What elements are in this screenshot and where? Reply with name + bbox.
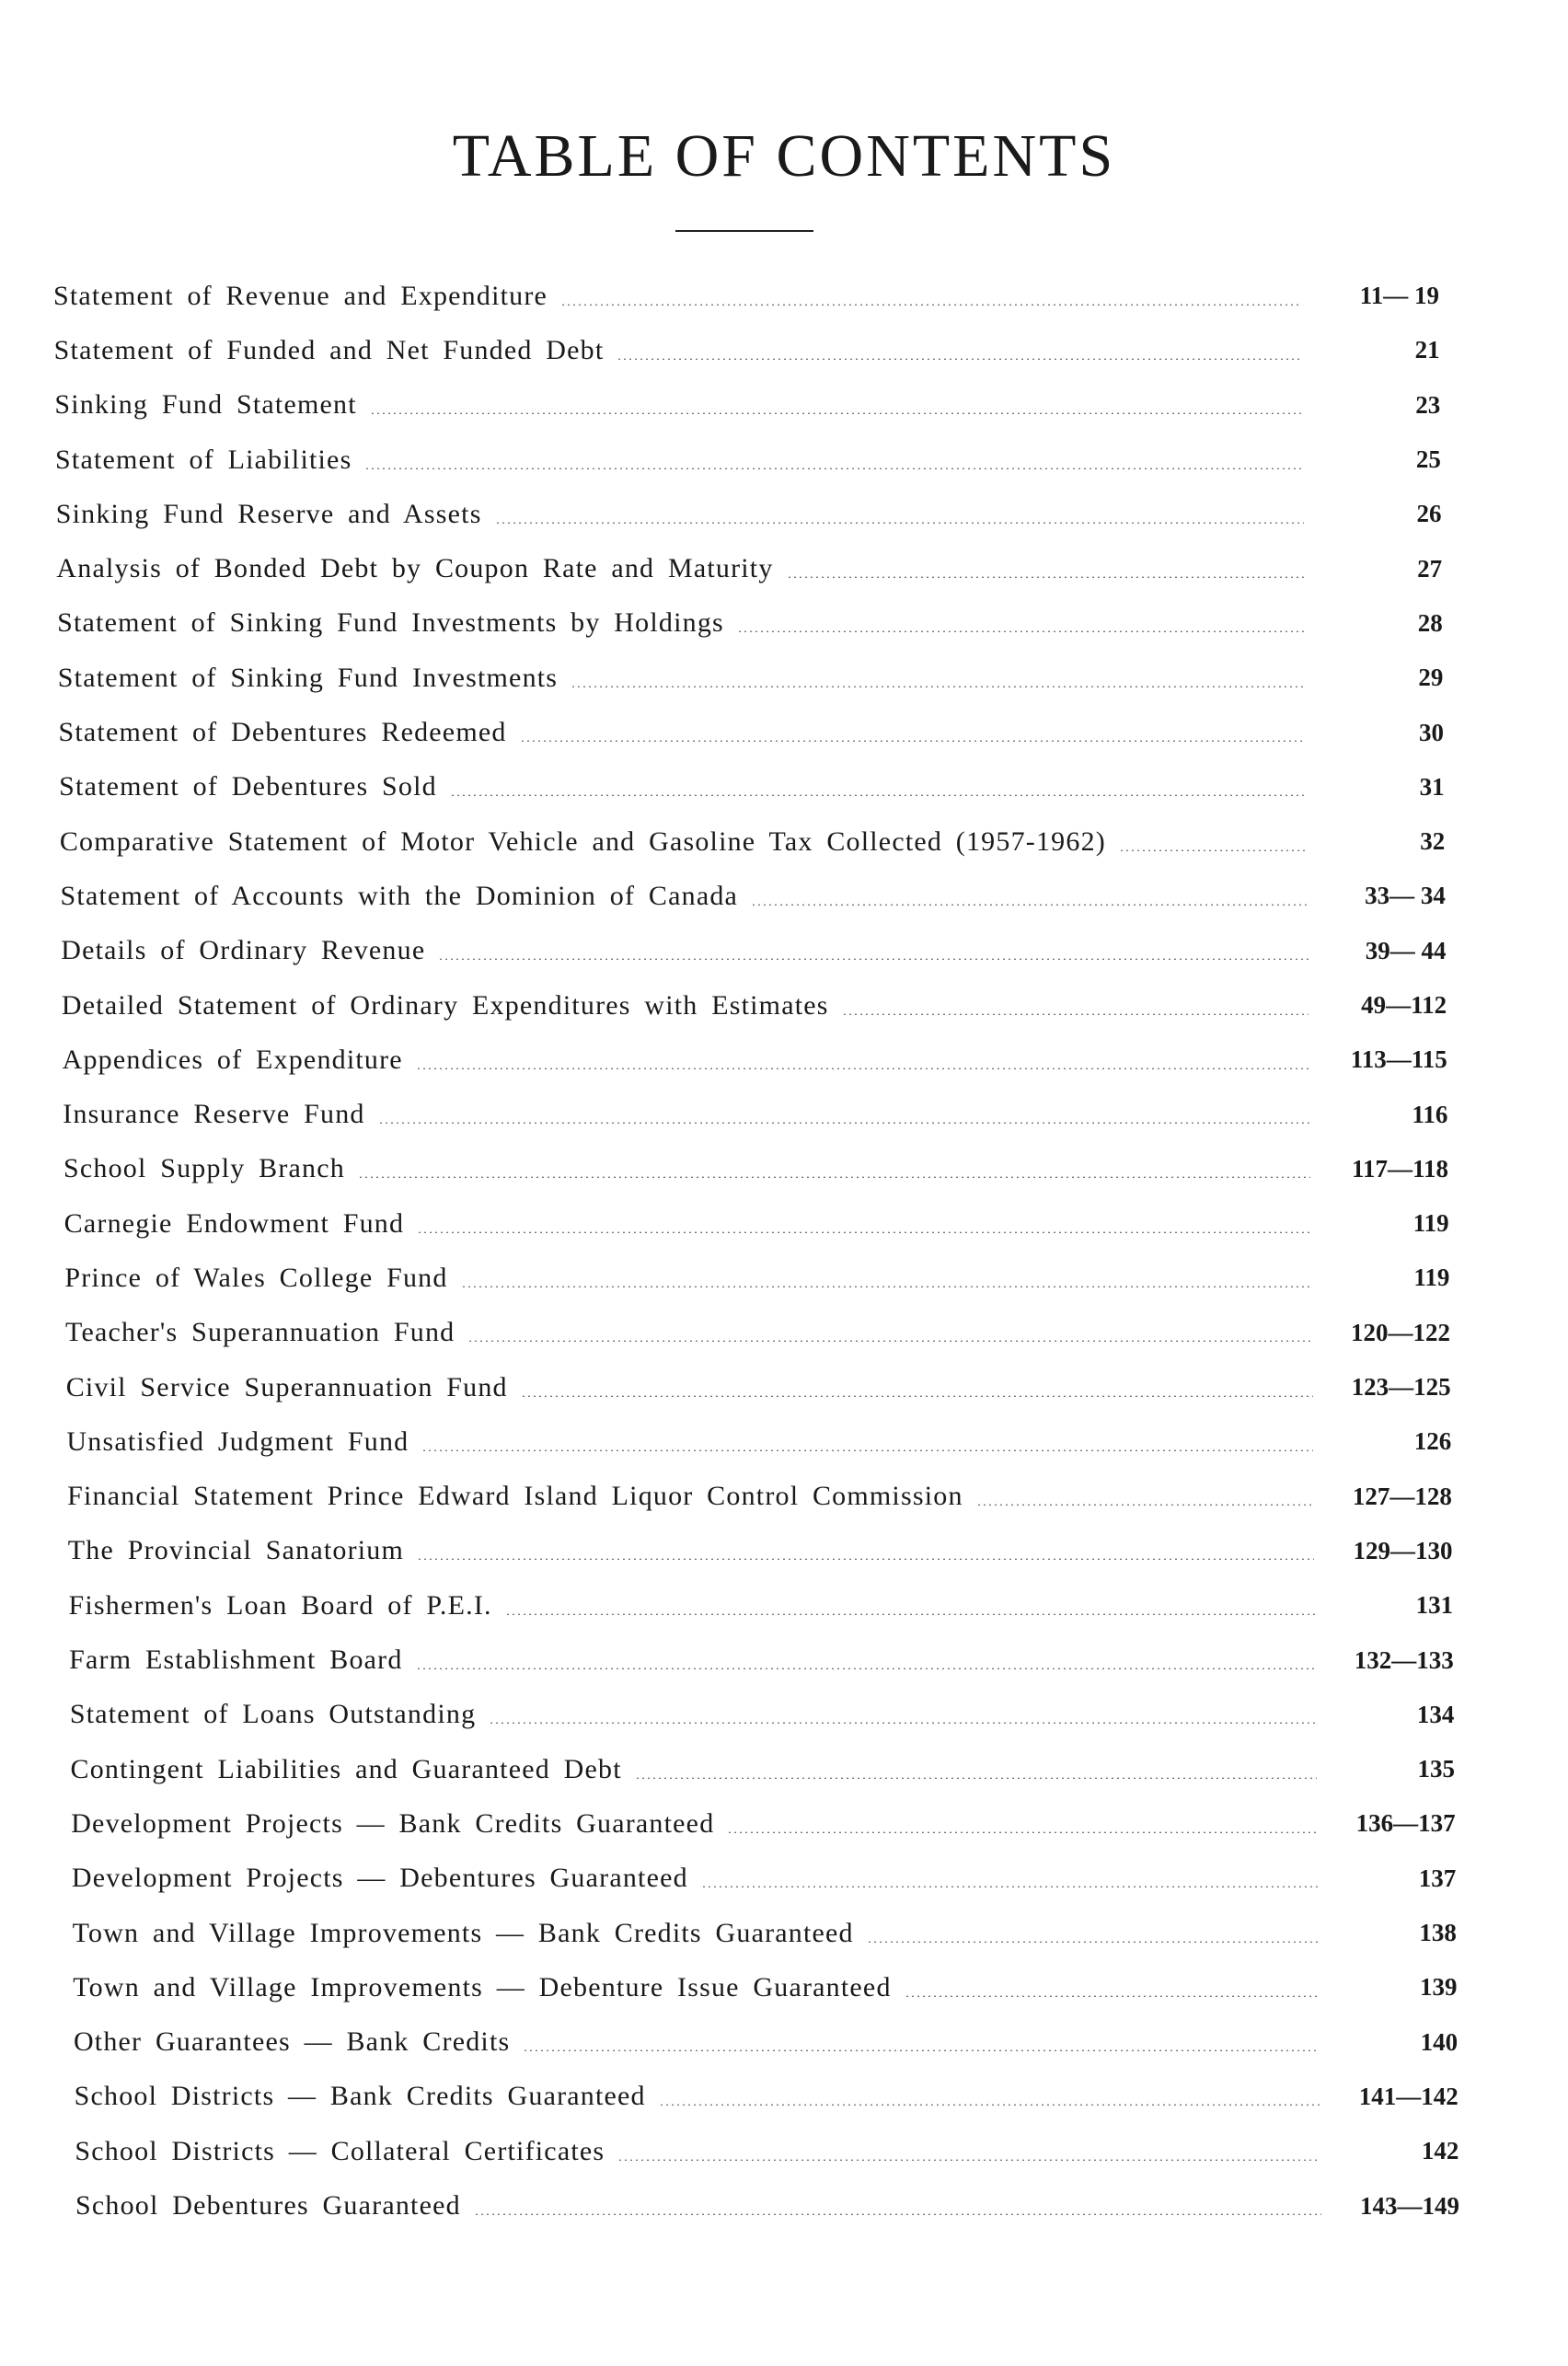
- toc-entry-page-number: 137: [1418, 1864, 1457, 1892]
- toc-entry-page-number: 123—125: [1351, 1373, 1451, 1402]
- toc-entry-title: Development Projects — Debentures Guaranteed: [71, 1863, 688, 1894]
- toc-entry-title: Statement of Sinking Fund Investments: [57, 662, 559, 693]
- toc-entry-title: Unsatisfied Judgment Fund: [66, 1425, 409, 1457]
- toc-entry-page-number: 49—112: [1361, 991, 1447, 1019]
- toc-entry-page-number: 129—130: [1353, 1536, 1453, 1564]
- toc-entry: [0, 487, 1568, 541]
- toc-entry: [0, 814, 1568, 869]
- toc-entry: [0, 541, 1568, 595]
- toc-entry-page-number: 120—122: [1350, 1318, 1450, 1346]
- toc-entry-title: School Debentures Guaranteed: [75, 2190, 461, 2222]
- toc-entry: [0, 1796, 1568, 1851]
- dot-leader: [571, 686, 1305, 687]
- dot-leader: [417, 1231, 1310, 1233]
- toc-entry-title: Analysis of Bonded Debt by Coupon Rate and Maturity: [56, 553, 774, 584]
- dot-leader: [520, 740, 1306, 742]
- toc-entry-page-number: 136—137: [1355, 1809, 1456, 1838]
- dot-leader: [474, 2213, 1321, 2215]
- toc-entry: [0, 1251, 1568, 1305]
- dot-leader: [787, 576, 1305, 578]
- toc-entry-page-number: 29: [1418, 664, 1444, 692]
- toc-entry-page-number: 126: [1413, 1427, 1452, 1456]
- toc-entry: [0, 1578, 1568, 1633]
- toc-entry: [0, 1360, 1568, 1414]
- toc-entry-page-number: 32: [1420, 827, 1446, 856]
- toc-entry-page-number: 31: [1419, 772, 1445, 801]
- dot-leader: [495, 522, 1304, 524]
- dot-leader: [521, 1395, 1313, 1397]
- toc-entry: [0, 1087, 1568, 1141]
- toc-entry: [0, 2124, 1568, 2178]
- dot-leader: [617, 358, 1301, 360]
- toc-entry-title: School Supply Branch: [63, 1153, 345, 1184]
- toc-entry: [0, 924, 1568, 978]
- toc-entry: [0, 1470, 1568, 1524]
- dot-leader: [659, 2104, 1320, 2106]
- toc-entry-page-number: 21: [1414, 336, 1440, 364]
- dot-leader: [867, 1941, 1319, 1943]
- toc-entry: [0, 1906, 1568, 1960]
- title-underline: [675, 230, 813, 232]
- toc-entry-page-number: 140: [1420, 2027, 1458, 2056]
- table-of-contents-list: [0, 269, 1568, 2233]
- dot-leader: [905, 1995, 1320, 1997]
- toc-entry: [0, 1306, 1568, 1360]
- toc-entry-title: Fishermen's Loan Board of P.E.I.: [68, 1589, 492, 1621]
- toc-entry-title: Prince of Wales College Fund: [64, 1262, 448, 1293]
- toc-entry-title: Statement of Funded and Net Funded Debt: [53, 334, 605, 365]
- toc-entry-title: Statement of Loans Outstanding: [69, 1699, 477, 1730]
- toc-entry: [0, 978, 1568, 1033]
- toc-entry: [0, 1033, 1568, 1087]
- dot-leader: [378, 1122, 1310, 1124]
- toc-entry-page-number: 116: [1412, 1100, 1448, 1128]
- dot-leader: [635, 1777, 1317, 1779]
- dot-leader: [737, 630, 1305, 632]
- toc-entry-page-number: 131: [1415, 1591, 1454, 1620]
- dot-leader: [751, 904, 1308, 906]
- dot-leader: [438, 958, 1308, 960]
- dot-leader: [450, 794, 1307, 796]
- toc-entry-page-number: 33— 34: [1365, 882, 1446, 910]
- toc-entry-title: Insurance Reserve Fund: [63, 1099, 365, 1130]
- toc-entry: [0, 651, 1568, 705]
- page-title: TABLE OF CONTENTS: [452, 122, 1116, 190]
- toc-entry-title: Detailed Statement of Ordinary Expenditures with Estimates: [61, 989, 829, 1021]
- toc-entry-page-number: 132—133: [1354, 1645, 1454, 1674]
- toc-entry-page-number: 113—115: [1350, 1045, 1447, 1074]
- toc-entry: [0, 1196, 1568, 1251]
- toc-entry-page-number: 28: [1417, 608, 1443, 637]
- dot-leader: [523, 2049, 1320, 2051]
- toc-entry-title: Teacher's Superannuation Fund: [65, 1317, 455, 1348]
- toc-entry: [0, 705, 1568, 759]
- toc-entry: [0, 1960, 1568, 2014]
- toc-entry: [0, 760, 1568, 814]
- toc-entry-title: Carnegie Endowment Fund: [63, 1207, 405, 1239]
- toc-entry: [0, 1142, 1568, 1196]
- toc-entry-page-number: 39— 44: [1365, 936, 1447, 964]
- toc-entry: [0, 2178, 1568, 2233]
- dot-leader: [701, 1886, 1318, 1887]
- toc-entry-title: School Districts — Collateral Certificates: [75, 2135, 605, 2166]
- toc-entry: [0, 2015, 1568, 2070]
- dot-leader: [727, 1831, 1317, 1833]
- toc-entry-title: Statement of Accounts with the Dominion of Canada: [60, 880, 739, 911]
- toc-entry-title: The Provincial Sanatorium: [67, 1535, 405, 1566]
- toc-entry-title: Appendices of Expenditure: [62, 1044, 403, 1075]
- toc-entry-page-number: 142: [1421, 2137, 1459, 2165]
- toc-entry: [0, 1524, 1568, 1578]
- dot-leader: [1119, 849, 1307, 851]
- toc-entry-title: Statement of Debentures Redeemed: [58, 717, 507, 748]
- toc-entry-page-number: 27: [1417, 554, 1443, 583]
- toc-entry-title: Development Projects — Bank Credits Guaranteed: [71, 1807, 715, 1839]
- toc-entry-title: Farm Establishment Board: [69, 1645, 403, 1676]
- toc-entry: [0, 2070, 1568, 2124]
- toc-entry-title: Statement of Sinking Fund Investments by Holdings: [57, 607, 724, 639]
- dot-leader: [416, 1068, 1309, 1069]
- dot-leader: [505, 1613, 1315, 1615]
- dot-leader: [421, 1449, 1313, 1451]
- toc-entry-title: Other Guarantees — Bank Credits: [73, 2026, 511, 2058]
- toc-entry: [0, 1742, 1568, 1796]
- toc-entry-page-number: 143—149: [1360, 2191, 1459, 2220]
- dot-leader: [467, 1340, 1312, 1342]
- toc-entry-title: Financial Statement Prince Edward Island Liquor Control Commission: [67, 1481, 963, 1512]
- toc-entry-page-number: 23: [1415, 390, 1441, 419]
- toc-entry-page-number: 138: [1419, 1919, 1457, 1947]
- toc-entry: [0, 323, 1568, 377]
- toc-entry-title: Statement of Debentures Sold: [59, 771, 437, 802]
- dot-leader: [358, 1176, 1310, 1178]
- toc-entry-page-number: 30: [1419, 718, 1445, 746]
- toc-entry-title: Sinking Fund Statement: [54, 389, 357, 421]
- toc-entry-page-number: 127—128: [1352, 1482, 1452, 1510]
- toc-entry-page-number: 11— 19: [1359, 282, 1439, 310]
- toc-entry-title: Statement of Revenue and Expenditure: [53, 280, 548, 311]
- dot-leader: [416, 1668, 1316, 1669]
- toc-entry: [0, 269, 1568, 323]
- toc-entry-title: Town and Village Improvements — Debenture Issue Guaranteed: [73, 1971, 892, 2002]
- toc-entry: [0, 1414, 1568, 1469]
- toc-entry-title: Town and Village Improvements — Bank Credits Guaranteed: [72, 1917, 854, 1948]
- toc-entry-page-number: 135: [1417, 1755, 1455, 1783]
- toc-entry-title: Details of Ordinary Revenue: [61, 935, 426, 966]
- toc-entry-title: Comparative Statement of Motor Vehicle and Gasoline Tax Collected (1957-1962): [59, 825, 1106, 857]
- toc-entry-title: Statement of Liabilities: [55, 444, 352, 475]
- toc-entry-page-number: 139: [1420, 1973, 1458, 2002]
- dot-leader: [976, 1504, 1314, 1506]
- dot-leader: [489, 1722, 1316, 1724]
- toc-entry: [0, 1852, 1568, 1906]
- toc-entry-page-number: 119: [1413, 1264, 1450, 1292]
- toc-entry-page-number: 119: [1412, 1209, 1449, 1238]
- toc-entry-page-number: 134: [1416, 1700, 1455, 1728]
- toc-entry-page-number: 25: [1415, 445, 1441, 474]
- toc-entry-page-number: 117—118: [1352, 1154, 1449, 1183]
- toc-entry: [0, 596, 1568, 651]
- dot-leader: [417, 1558, 1314, 1560]
- toc-entry-page-number: 141—142: [1358, 2082, 1458, 2110]
- dot-leader: [560, 304, 1301, 306]
- dot-leader: [617, 2159, 1320, 2161]
- dot-leader: [364, 467, 1302, 469]
- dot-leader: [370, 412, 1302, 414]
- toc-entry-title: Civil Service Superannuation Fund: [65, 1371, 508, 1402]
- toc-entry-title: School Districts — Bank Credits Guaranteed: [74, 2081, 646, 2112]
- toc-entry: [0, 433, 1568, 487]
- toc-entry: [0, 1633, 1568, 1687]
- toc-entry-page-number: 26: [1416, 500, 1442, 528]
- toc-entry: [0, 1688, 1568, 1742]
- toc-entry: [0, 378, 1568, 433]
- toc-entry: [0, 869, 1568, 923]
- dot-leader: [842, 1013, 1309, 1015]
- toc-entry-title: Contingent Liabilities and Guaranteed Debt: [70, 1753, 622, 1784]
- toc-entry-title: Sinking Fund Reserve and Assets: [55, 498, 482, 529]
- dot-leader: [461, 1286, 1312, 1287]
